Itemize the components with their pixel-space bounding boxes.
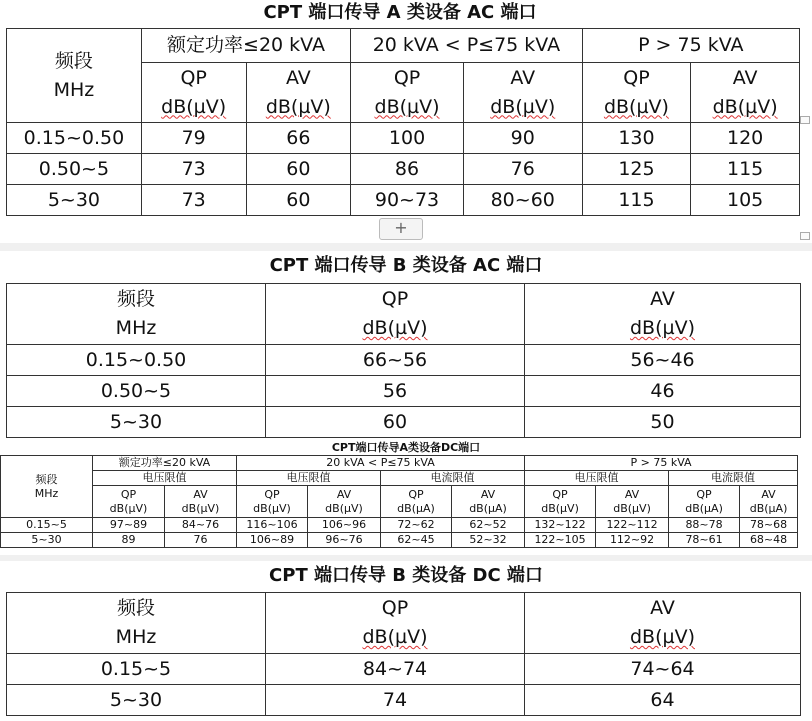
qp-label: QP — [408, 487, 424, 501]
qp-header — [266, 284, 525, 345]
av-header — [691, 63, 800, 123]
cell: 90~73 — [351, 185, 464, 216]
cell: 50 — [525, 407, 801, 438]
table1-block — [0, 0, 800, 211]
av-header — [463, 63, 582, 123]
unit-label: dB(µV) — [613, 501, 651, 515]
cell: 89 — [93, 533, 165, 548]
unit-label: dB(µV) — [325, 501, 363, 515]
cell: 97~89 — [93, 518, 165, 533]
cell: 56~46 — [525, 345, 801, 376]
add-row-button[interactable]: + — [379, 218, 423, 240]
freq-header — [7, 29, 142, 123]
av-label: AV — [336, 487, 352, 501]
table-row — [7, 376, 801, 407]
cell: 90 — [463, 123, 582, 154]
table-row — [7, 123, 800, 154]
table-row — [1, 518, 798, 533]
cell: 0.15~0.50 — [7, 123, 142, 154]
cell: 125 — [582, 154, 691, 185]
cell: 130 — [582, 123, 691, 154]
cell: 0.50~5 — [7, 154, 142, 185]
freq-header-label: 频段 — [116, 288, 155, 310]
av-label: AV — [480, 487, 496, 501]
table-row — [7, 407, 801, 438]
cell: 46 — [525, 376, 801, 407]
cell: 132~122 — [525, 518, 596, 533]
cell: 62~52 — [452, 518, 525, 533]
table-row — [1, 533, 798, 548]
unit-label: dB(µV) — [109, 501, 148, 515]
unit-label: dB(µV) — [490, 95, 556, 118]
current-limit-header: 电流限值 — [381, 471, 525, 486]
cell: 73 — [141, 185, 246, 216]
table1 — [6, 28, 800, 216]
cell: 78~61 — [669, 533, 740, 548]
av-header — [246, 63, 351, 123]
unit-label: dB(µV) — [629, 626, 695, 648]
cell: 100 — [351, 123, 464, 154]
qp-label: QP — [623, 66, 650, 89]
table4-title: CPT 端口传导 B 类设备 DC 端口 — [269, 565, 543, 586]
freq-header-label: 频段 — [54, 49, 93, 72]
voltage-limit-header: 电压限值 — [237, 471, 381, 486]
cell: 68~48 — [740, 533, 798, 548]
group-header: 20 kVA < P≤75 kVA — [237, 456, 525, 471]
cell: 115 — [691, 154, 800, 185]
av-header — [740, 486, 798, 518]
unit-label: dB(µV) — [253, 501, 291, 515]
cell: 106~89 — [237, 533, 308, 548]
cell: 74 — [266, 685, 525, 716]
freq-header — [1, 456, 93, 518]
group-header: 额定功率≤20 kVA — [141, 29, 350, 63]
av-label: AV — [732, 66, 758, 89]
cell: 64 — [525, 685, 801, 716]
cell: 105 — [691, 185, 800, 216]
cell: 86 — [351, 154, 464, 185]
unit-label: dB(µV) — [362, 317, 428, 339]
cell: 72~62 — [381, 518, 452, 533]
cell: 78~68 — [740, 518, 798, 533]
qp-header — [381, 486, 452, 518]
av-header — [308, 486, 381, 518]
table-row — [7, 154, 800, 185]
unit-label: dB(µV) — [181, 501, 220, 515]
cell: 5~30 — [7, 685, 266, 716]
cell: 74~64 — [525, 654, 801, 685]
cell: 0.15~0.50 — [7, 345, 266, 376]
av-header — [596, 486, 669, 518]
current-limit-header: 电流限值 — [669, 471, 798, 486]
group-header: P > 75 kVA — [582, 29, 799, 63]
table-row — [7, 685, 801, 716]
cell: 112~92 — [596, 533, 669, 548]
table1-title: CPT 端口传导 A 类设备 AC 端口 — [263, 2, 537, 23]
row-resize-handle[interactable] — [800, 116, 810, 124]
unit-label: dB(µA) — [749, 501, 788, 515]
voltage-limit-header: 电压限值 — [525, 471, 669, 486]
qp-label: QP — [381, 288, 409, 310]
cell: 73 — [141, 154, 246, 185]
cell: 60 — [266, 407, 525, 438]
qp-label: QP — [264, 487, 280, 501]
unit-label: dB(µV) — [603, 95, 669, 118]
qp-header — [141, 63, 246, 123]
av-label: AV — [285, 66, 311, 89]
cell: 88~78 — [669, 518, 740, 533]
freq-header-unit: MHz — [115, 317, 157, 339]
qp-header — [237, 486, 308, 518]
freq-header — [7, 284, 266, 345]
table4-block — [0, 561, 812, 711]
cell: 5~30 — [1, 533, 93, 548]
unit-label: dB(µA) — [469, 501, 507, 515]
unit-label: dB(µA) — [397, 501, 435, 515]
freq-header — [7, 593, 266, 654]
freq-header-unit: MHz — [53, 78, 95, 101]
av-label: AV — [650, 597, 675, 619]
cell: 62~45 — [381, 533, 452, 548]
qp-label: QP — [696, 487, 712, 501]
cell: 0.15~5 — [1, 518, 93, 533]
qp-header — [93, 486, 165, 518]
cell: 79 — [141, 123, 246, 154]
qp-label: QP — [552, 487, 568, 501]
cell: 52~32 — [452, 533, 525, 548]
av-label: AV — [761, 487, 776, 501]
cell: 116~106 — [237, 518, 308, 533]
qp-header — [525, 486, 596, 518]
unit-label: dB(µV) — [161, 95, 227, 118]
table2 — [6, 283, 801, 438]
group-header: 额定功率≤20 kVA — [93, 456, 237, 471]
unit-label: dB(µV) — [712, 95, 778, 118]
table3 — [0, 455, 798, 548]
table4 — [6, 592, 801, 716]
voltage-limit-header: 电压限值 — [93, 471, 237, 486]
unit-label: dB(µV) — [541, 501, 579, 515]
cell: 66 — [246, 123, 351, 154]
cell: 106~96 — [308, 518, 381, 533]
table3-title: CPT端口传导A类设备DC端口 — [331, 441, 481, 454]
qp-label: QP — [120, 487, 137, 501]
cell: 5~30 — [7, 185, 142, 216]
cell: 0.50~5 — [7, 376, 266, 407]
unit-label: dB(µA) — [685, 501, 723, 515]
table3-block — [0, 441, 812, 546]
group-header: 20 kVA < P≤75 kVA — [351, 29, 582, 63]
freq-header-label: 频段 — [116, 597, 155, 619]
cell: 76 — [165, 533, 237, 548]
separator — [0, 243, 812, 251]
table-row — [7, 345, 801, 376]
table2-title: CPT 端口传导 B 类设备 AC 端口 — [269, 255, 543, 276]
cell: 76 — [463, 154, 582, 185]
cell: 122~112 — [596, 518, 669, 533]
cell: 120 — [691, 123, 800, 154]
qp-header — [669, 486, 740, 518]
cell: 84~76 — [165, 518, 237, 533]
qp-label: QP — [393, 66, 421, 89]
cell: 122~105 — [525, 533, 596, 548]
cell: 5~30 — [7, 407, 266, 438]
table-row — [7, 654, 801, 685]
av-header — [452, 486, 525, 518]
cell: 60 — [246, 154, 351, 185]
unit-label: dB(µV) — [374, 95, 440, 118]
cell: 0.15~5 — [7, 654, 266, 685]
cell: 66~56 — [266, 345, 525, 376]
qp-label: QP — [381, 597, 409, 619]
qp-header — [266, 593, 525, 654]
cell: 60 — [246, 185, 351, 216]
av-header — [165, 486, 237, 518]
av-label: AV — [193, 487, 208, 501]
cell: 56 — [266, 376, 525, 407]
qp-label: QP — [180, 66, 207, 89]
group-header: P > 75 kVA — [525, 456, 798, 471]
freq-header-unit: MHz — [34, 486, 59, 500]
cell: 96~76 — [308, 533, 381, 548]
row-resize-handle[interactable] — [800, 232, 810, 240]
unit-label: dB(µV) — [265, 95, 331, 118]
freq-header-label: 频段 — [35, 472, 58, 486]
unit-label: dB(µV) — [629, 317, 695, 339]
qp-header — [582, 63, 691, 123]
qp-header — [351, 63, 464, 123]
cell: 80~60 — [463, 185, 582, 216]
unit-label: dB(µV) — [362, 626, 428, 648]
av-header — [525, 284, 801, 345]
av-label: AV — [650, 288, 675, 310]
cell: 115 — [582, 185, 691, 216]
table2-block — [0, 252, 812, 433]
table-row — [7, 185, 800, 216]
av-header — [525, 593, 801, 654]
av-label: AV — [624, 487, 640, 501]
freq-header-unit: MHz — [115, 626, 157, 648]
av-label: AV — [510, 66, 536, 89]
cell: 84~74 — [266, 654, 525, 685]
